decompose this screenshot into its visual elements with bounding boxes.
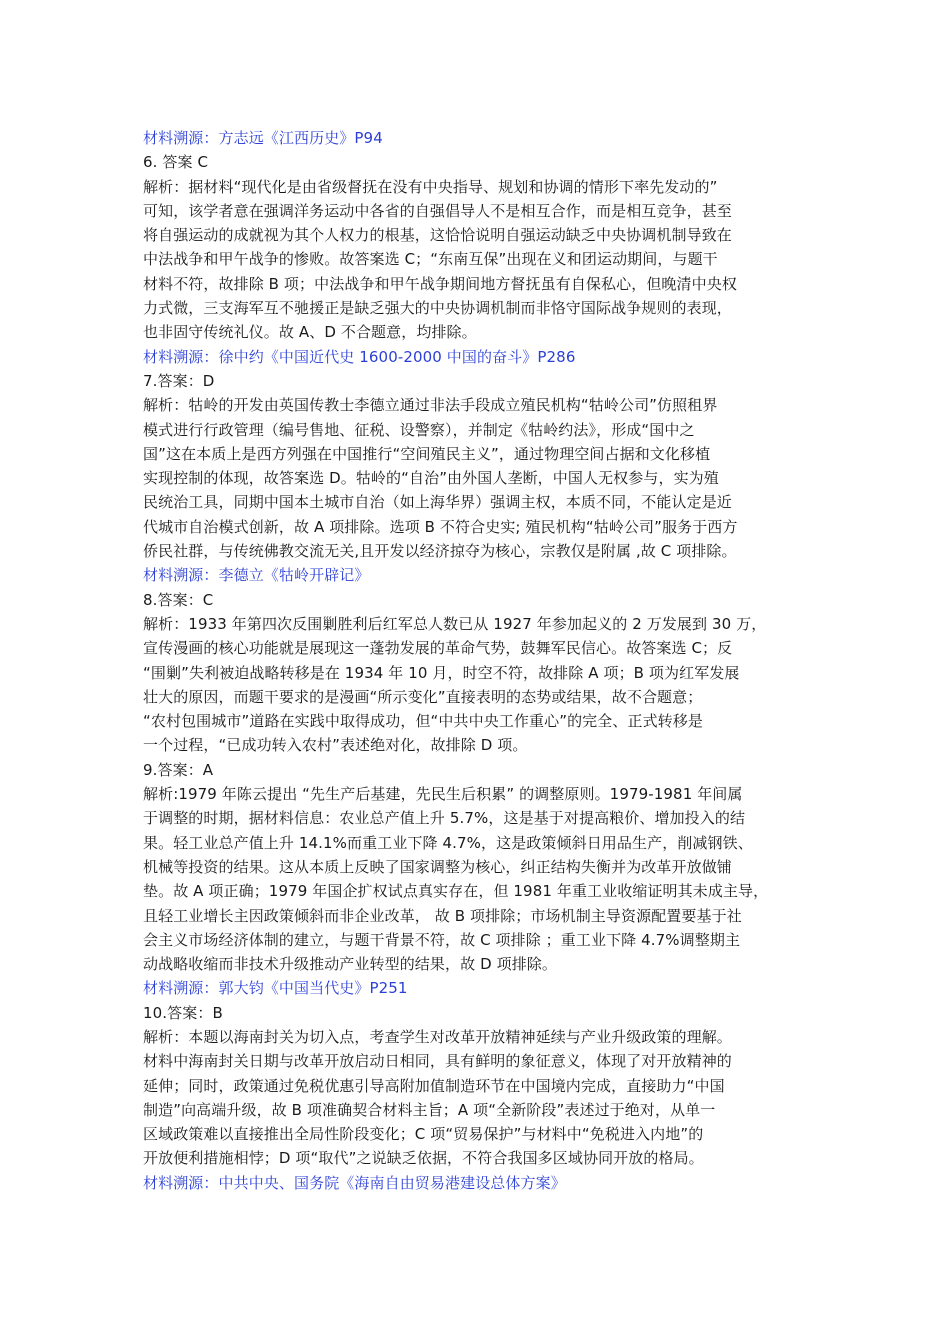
analysis-line: “围剿”失利被迫战略转移是在 1934 年 10 月，时空不符，故排除 A 项；B 项为红军发展: [143, 663, 740, 682]
analysis-line: 果。轻工业总产值上升 14.1%而重工业下降 4.7%，这是政策倾斜日用品生产，削减钢铁、: [143, 833, 753, 852]
answer-q8: 8.答案：C: [143, 590, 214, 609]
source-line-q10: 材料溯源：中共中央、国务院《海南自由贸易港建设总体方案》: [143, 1173, 566, 1192]
analysis-line: 模式进行行政管理（编号售地、征税、设警察），并制定《牯岭约法》，形成“国中之: [143, 420, 695, 439]
analysis-line: 也非固守传统礼仪。故 A、D 不合题意，均排除。: [143, 323, 477, 342]
analysis-line: 力式微，三支海军互不驰援正是缺乏强大的中央协调机制而非恪守国际战争规则的表现，: [143, 299, 732, 318]
analysis-line: 材料不符，故排除 B 项；中法战争和甲午战争期间地方督抚虽有自保私心，但晚清中央权: [143, 274, 737, 293]
analysis-line: 宣传漫画的核心功能就是展现这一蓬勃发展的革命气势，鼓舞军民信心。故答案选 C；反: [143, 639, 733, 658]
analysis-line: 一个过程，“已成功转入农村”表述绝对化，故排除 D 项。: [143, 736, 528, 755]
source-line-q7: 材料溯源：李德立《牯岭开辟记》: [143, 566, 370, 585]
analysis-line: 民统治工具，同期中国本土城市自治（如上海华界）强调主权，本质不同，不能认定是近: [143, 493, 732, 512]
analysis-line: 实现控制的体现，故答案选 D。牯岭的“自治”由外国人垄断，中国人无权参与，实为殖: [143, 469, 719, 488]
analysis-line: 解析：1933 年第四次反围剿胜利后红军总人数已从 1927 年参加起义的 2 万发展到 30 万，: [143, 614, 767, 633]
analysis-line: 解析：牯岭的开发由英国传教士李德立通过非法手段成立殖民机构“牯岭公司”仿照租界: [143, 396, 718, 415]
analysis-line: “农村包围城市”道路在实践中取得成功，但“中共中央工作重心”的完全、正式转移是: [143, 712, 703, 731]
analysis-line: 动战略收缩而非技术升级推动产业转型的结果，故 D 项排除。: [143, 955, 557, 974]
analysis-line: 可知，该学者意在强调洋务运动中各省的自强倡导人不是相互合作，而是相互竞争，甚至: [143, 201, 732, 220]
analysis-line: 壮大的原因，而题干要求的是漫画“所示变化”直接表明的态势或结果，故不合题意；: [143, 687, 703, 706]
analysis-line: 代城市自治模式创新，故 A 项排除。选项 B 不符合史实; 殖民机构“牯岭公司”服务于西方: [143, 517, 738, 536]
analysis-line: 垫。故 A 项正确；1979 年国企扩权试点真实存在，但 1981 年重工业收缩证明其未成主导，: [143, 882, 769, 901]
source-line-q9: 材料溯源：郭大钧《中国当代史》P251: [143, 979, 408, 998]
answer-q6: 6. 答案 C: [143, 153, 209, 172]
analysis-line: 制造”向高端升级，故 B 项准确契合材料主旨；A 项“全新阶段”表述过于绝对，从单一: [143, 1100, 716, 1119]
analysis-line: 机械等投资的结果。这从本质上反映了国家调整为核心，纠正结构失衡并为改革开放做铺: [143, 857, 732, 876]
source-line-q6: 材料溯源：徐中约《中国近代史 1600-2000 中国的奋斗》P286: [143, 347, 576, 366]
analysis-line: 区域政策难以直接推出全局性阶段变化；C 项“贸易保护”与材料中“免税进入内地”的: [143, 1125, 704, 1144]
analysis-line: 解析：本题以海南封关为切入点，考查学生对改革开放精神延续与产业升级政策的理解。: [143, 1027, 732, 1046]
analysis-line: 解析:1979 年陈云提出 “先生产后基建，先民生后积累” 的调整原则。1979-1981 年间属: [143, 785, 743, 804]
analysis-line: 中法战争和甲午战争的惨败。故答案选 C；“东南互保”出现在义和团运动期间，与题干: [143, 250, 718, 269]
answer-q9: 9.答案：A: [143, 760, 214, 779]
source-line-q5: 材料溯源：方志远《江西历史》P94: [143, 129, 383, 147]
answer-q7: 7.答案：D: [143, 371, 215, 390]
analysis-line: 材料中海南封关日期与改革开放启动日相同，具有鲜明的象征意义，体现了对开放精神的: [143, 1052, 732, 1071]
document-page: [143, 126, 815, 1195]
analysis-line: 且轻工业增长主因政策倾斜而非企业改革， 故 B 项排除；市场机制主导资源配置要基于社: [143, 906, 742, 925]
analysis-q6: [143, 175, 815, 345]
analysis-line: 解析：据材料“现代化是由省级督抚在没有中央指导、规划和协调的情形下率先发动的”: [143, 177, 718, 196]
analysis-line: 会主义市场经济体制的建立，与题干背景不符，故 C 项排除 ；重工业下降 4.7%调整期主: [143, 930, 741, 949]
analysis-line: 国”这在本质上是西方列强在中国推行“空间殖民主义”，通过物理空间占据和文化移植: [143, 444, 711, 463]
analysis-line: 开放便利措施相悖；D 项“取代”之说缺乏依据，不符合我国多区域协同开放的格局。: [143, 1149, 704, 1168]
answer-q10: 10.答案：B: [143, 1003, 223, 1022]
analysis-q8: [143, 612, 815, 758]
analysis-q9: [143, 782, 815, 976]
analysis-q7: [143, 393, 815, 563]
analysis-q10: [143, 1025, 815, 1171]
analysis-line: 侨民社群，与传统佛教交流无关,且开发以经济掠夺为核心，宗教仅是附属 ,故 C 项排除。: [143, 542, 737, 561]
analysis-line: 延伸；同时，政策通过免税优惠引导高附加值制造环节在中国境内完成，直接助力“中国: [143, 1076, 725, 1095]
analysis-line: 将自强运动的成就视为其个人权力的根基，这恰恰说明自强运动缺乏中央协调机制导致在: [143, 226, 732, 245]
analysis-line: 于调整的时期，据材料信息：农业总产值上升 5.7%，这是基于对提高粮价、增加投入的结: [143, 809, 746, 828]
